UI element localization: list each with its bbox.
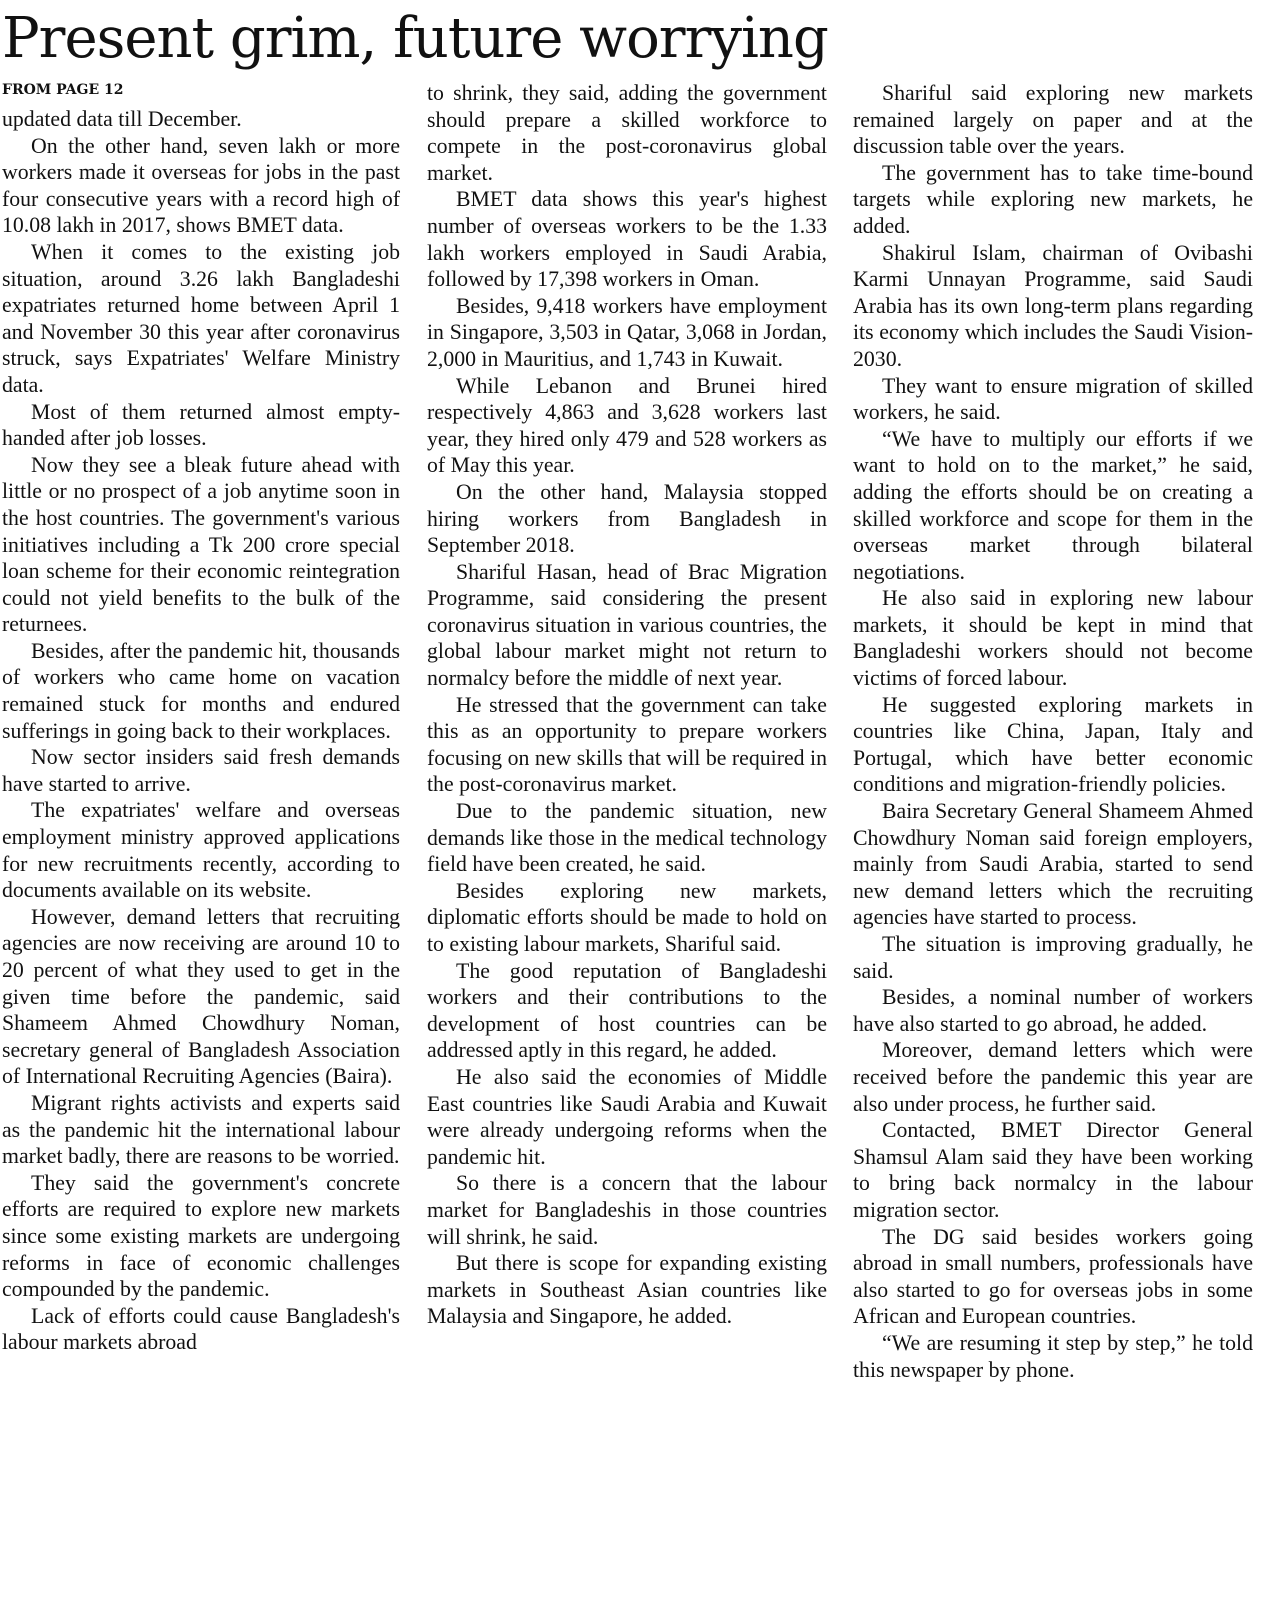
paragraph: Shariful said exploring new markets remained largely on paper and at the discussion table over the years. xyxy=(853,81,1253,159)
paragraph: He also said in exploring new labour markets, it should be kept in mind that Bangladeshi workers should not become victims of forced labour. xyxy=(853,586,1253,691)
jump-line: FROM PAGE 12 xyxy=(2,82,124,98)
paragraph: Besides, a nominal number of workers have also started to go abroad, he added. xyxy=(853,985,1253,1036)
paragraph: Now they see a bleak future ahead with little or no prospect of a job anytime soon in the host countries. The government's various initiatives including a Tk 200 crore special loan scheme for their economic reintegration could not yield benefits to the bulk of the returnees. xyxy=(2,452,400,637)
paragraph: He stressed that the government can take this as an opportunity to prepare workers focusing on new skills that will be required in the post-coronavirus market. xyxy=(427,692,827,797)
paragraph: Besides, 9,418 workers have employment in Singapore, 3,503 in Qatar, 3,068 in Jordan, 2,000 in Mauritius, and 1,743 in Kuwait. xyxy=(427,293,827,371)
paragraph: On the other hand, seven lakh or more workers made it overseas for jobs in the past four consecutive years with a record high of 10.08 lakh in 2017, shows BMET data. xyxy=(2,133,400,238)
paragraph: So there is a concern that the labour market for Bangladeshis in those countries will shrink, he said. xyxy=(427,1171,827,1249)
paragraph: Most of them returned almost empty-handed after job losses. xyxy=(2,399,400,451)
headline: Present grim, future worrying xyxy=(2,6,828,71)
paragraph: Besides, after the pandemic hit, thousands of workers who came home on vacation remained stuck for months and endured sufferings in going back to their workplaces. xyxy=(2,638,400,743)
paragraph: Besides exploring new markets, diplomatic efforts should be made to hold on to existing labour markets, Shariful said. xyxy=(427,878,827,956)
article-column-2 xyxy=(427,80,827,1330)
paragraph: Lack of efforts could cause Bangladesh's labour markets abroad xyxy=(2,1303,400,1355)
paragraph: Now sector insiders said fresh demands have started to arrive. xyxy=(2,745,400,796)
paragraph: “We have to multiply our efforts if we want to hold on to the market,” he said, adding the efforts should be on creating a skilled workforce and scope for them in the overseas market through bilateral negotiations. xyxy=(853,426,1253,584)
paragraph: “We are resuming it step by step,” he told this newspaper by phone. xyxy=(853,1330,1253,1382)
paragraph: BMET data shows this year's highest number of overseas workers to be the 1.33 lakh workers employed in Saudi Arabia, followed by 17,398 workers in Oman. xyxy=(427,187,827,292)
paragraph: Due to the pandemic situation, new demands like those in the medical technology field have been created, he said. xyxy=(427,799,827,877)
paragraph: Shakirul Islam, chairman of Ovibashi Karmi Unnayan Programme, said Saudi Arabia has its own long-term plans regarding its economy which includes the Saudi Vision-2030. xyxy=(853,240,1253,371)
paragraph: The DG said besides workers going abroad in small numbers, professionals have also started to go for overseas jobs in some African and European countries. xyxy=(853,1224,1253,1329)
paragraph: Moreover, demand letters which were received before the pandemic this year are also under process, he further said. xyxy=(853,1038,1253,1116)
article-column-3 xyxy=(853,80,1253,1383)
paragraph: Contacted, BMET Director General Shamsul Alam said they have been working to bring back normalcy in the labour migration sector. xyxy=(853,1118,1253,1222)
paragraph: While Lebanon and Brunei hired respectively 4,863 and 3,628 workers last year, they hired only 479 and 528 workers as of May this year. xyxy=(427,373,827,478)
paragraph: Shariful Hasan, head of Brac Migration Programme, said considering the present coronavirus situation in various countries, the global labour market might not return to normalcy before the middle of next year. xyxy=(427,559,827,691)
paragraph: But there is scope for expanding existing markets in Southeast Asian countries like Malaysia and Singapore, he added. xyxy=(427,1251,827,1329)
paragraph: The good reputation of Bangladeshi workers and their contributions to the development of host countries can be addressed aptly in this regard, he added. xyxy=(427,958,827,1063)
paragraph: to shrink, they said, adding the government should prepare a skilled workforce to compete in the post-coronavirus global market. xyxy=(427,81,827,185)
paragraph: He suggested exploring markets in countries like China, Japan, Italy and Portugal, which have better economic conditions and migration-friendly policies. xyxy=(853,692,1253,797)
paragraph: On the other hand, Malaysia stopped hiring workers from Bangladesh in September 2018. xyxy=(427,479,827,558)
paragraph: They said the government's concrete efforts are required to explore new markets since some existing markets are undergoing reforms in face of economic challenges compounded by the pandemic. xyxy=(2,1170,400,1302)
paragraph: The expatriates' welfare and overseas employment ministry approved applications for new recruitments recently, according to documents available on its website. xyxy=(2,798,400,903)
paragraph: updated data till December. xyxy=(2,107,242,131)
article-column-1 xyxy=(2,106,400,1356)
paragraph: Baira Secretary General Shameem Ahmed Chowdhury Noman said foreign employers, mainly from Saudi Arabia, started to send new demand letters which the recruiting agencies have started to process. xyxy=(853,799,1253,930)
paragraph: He also said the economies of Middle East countries like Saudi Arabia and Kuwait were already undergoing reforms when the pandemic hit. xyxy=(427,1064,827,1169)
paragraph: They want to ensure migration of skilled workers, he said. xyxy=(853,373,1253,425)
paragraph: The government has to take time-bound targets while exploring new markets, he added. xyxy=(853,160,1253,238)
paragraph: The situation is improving gradually, he said. xyxy=(853,932,1253,983)
paragraph: When it comes to the existing job situation, around 3.26 lakh Bangladeshi expatriates returned home between April 1 and November 30 this year after coronavirus struck, says Expatriates' Welfare Ministry data. xyxy=(2,239,400,397)
paragraph: However, demand letters that recruiting agencies are now receiving are around 10 to 20 percent of what they used to get in the given time before the pandemic, said Shameem Ahmed Chowdhury Noman, secretary general of Bangladesh Association of International Recruiting Agencies (Baira). xyxy=(2,904,400,1089)
paragraph: Migrant rights activists and experts said as the pandemic hit the international labour market badly, there are reasons to be worried. xyxy=(2,1090,400,1169)
